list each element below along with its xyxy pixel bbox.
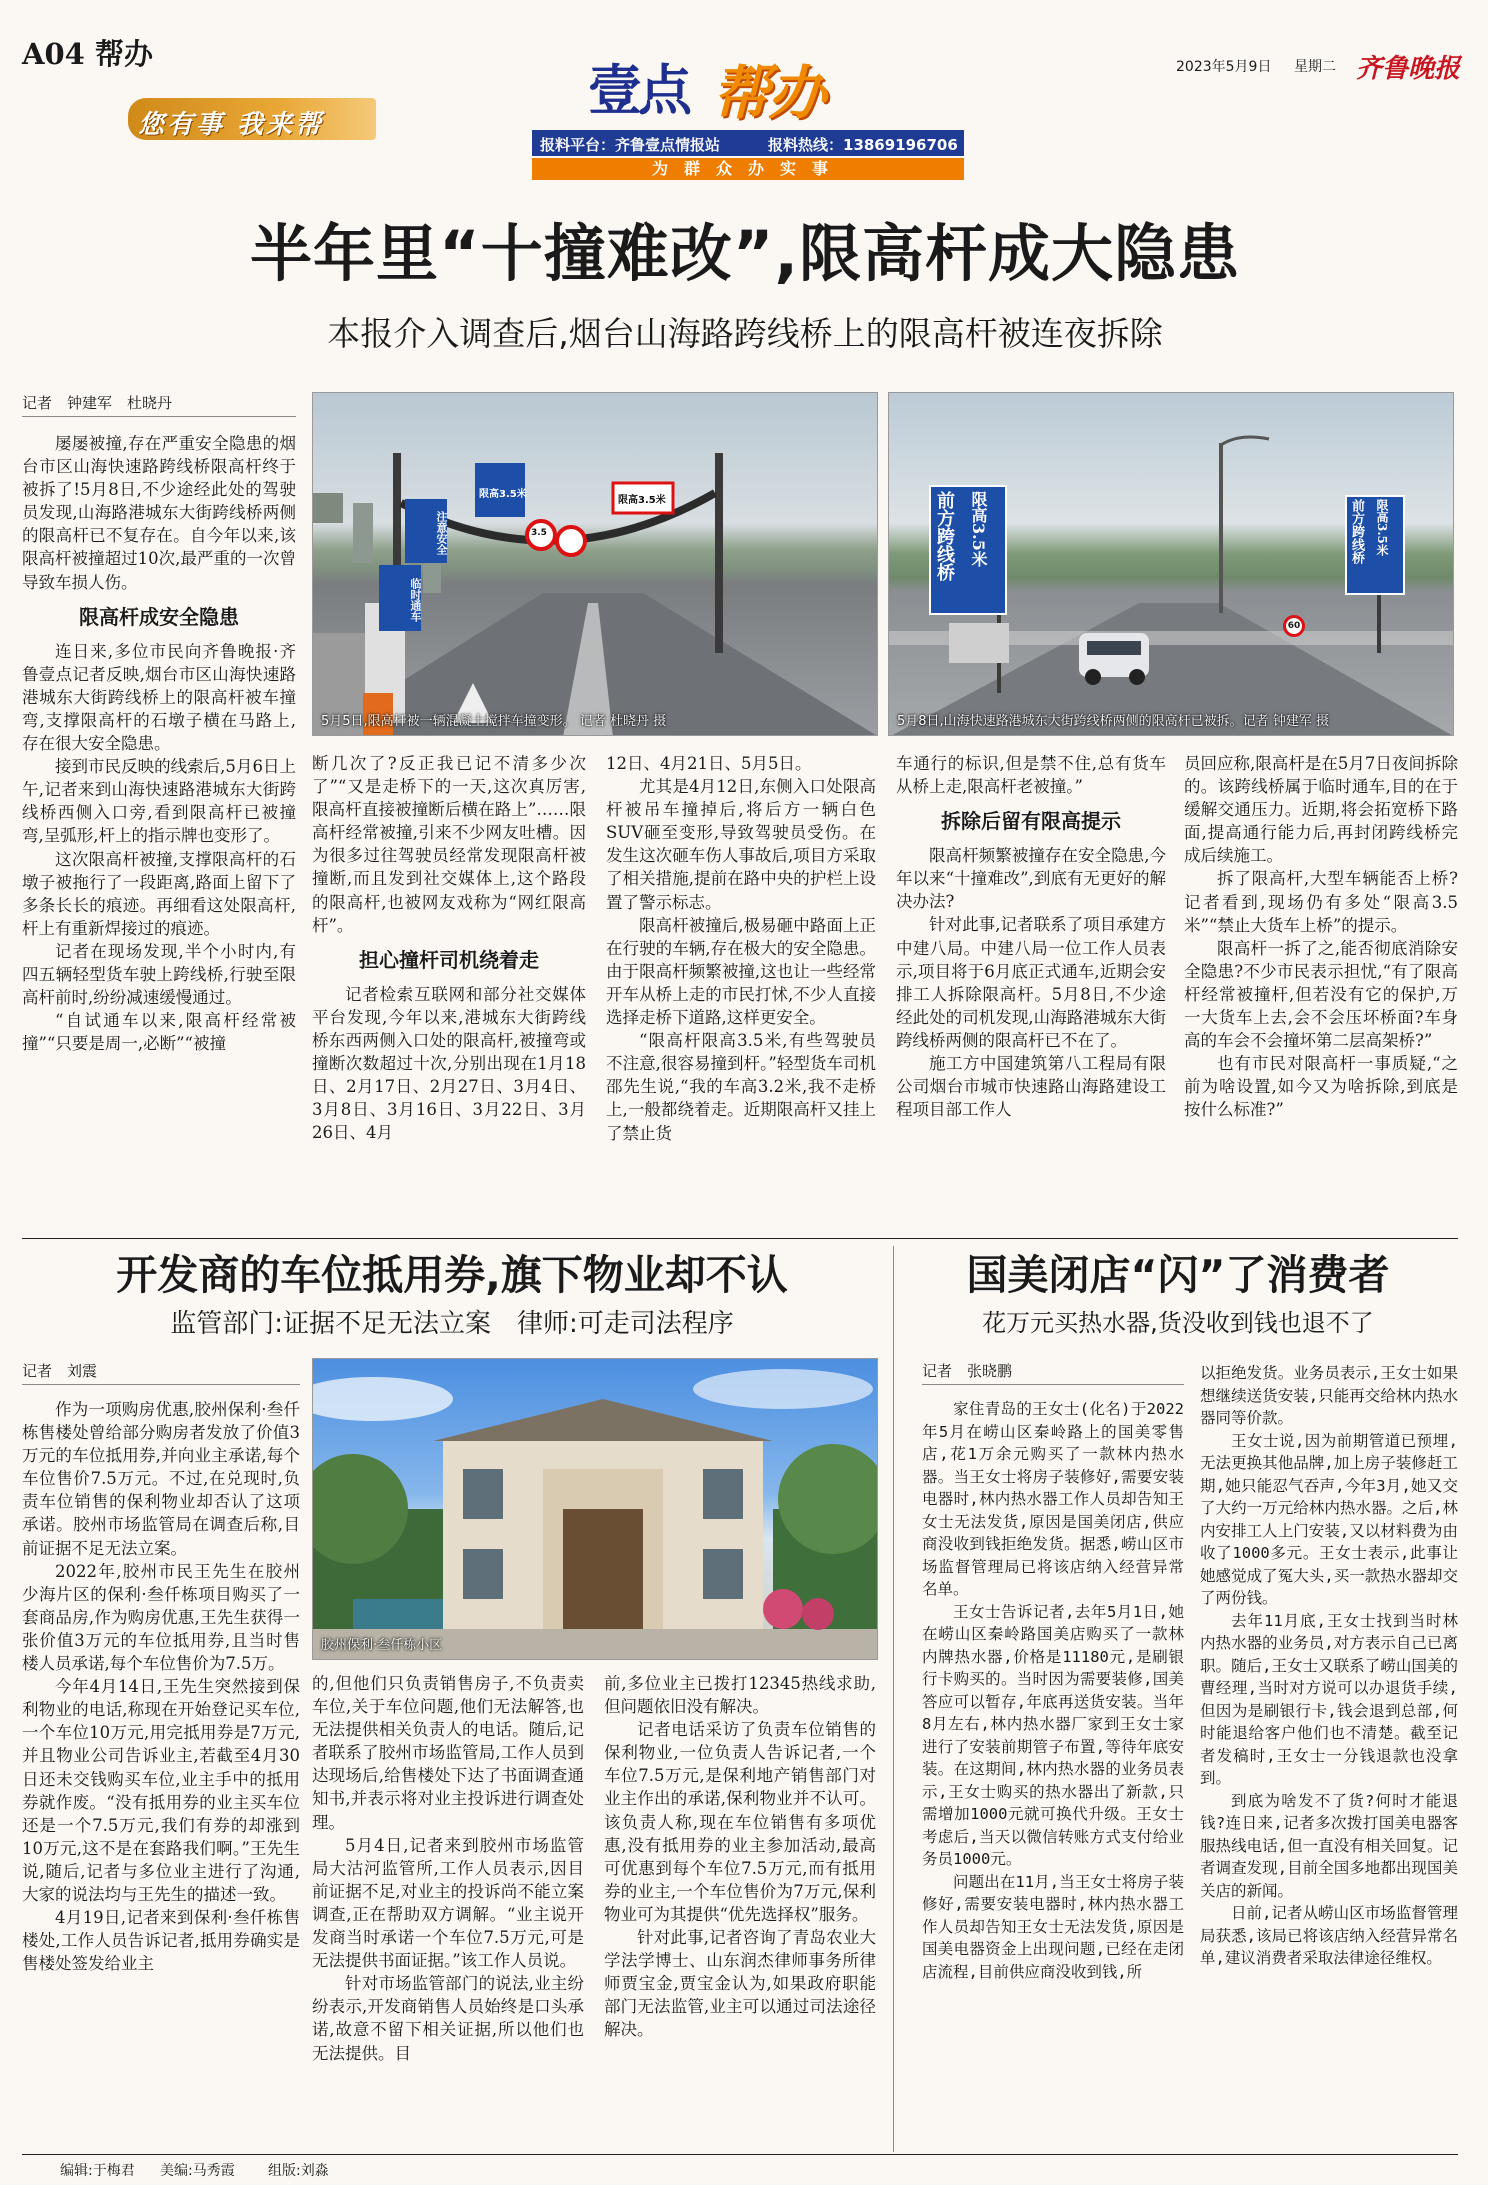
paragraph: 记者在现场发现,半个小时内,有四五辆轻型货车驶上跨线桥,行驶至限高杆前时,纷纷减速缓慢通过。	[22, 941, 296, 1008]
story1-photo2	[888, 392, 1454, 736]
paragraph: 尤其是4月12日,东侧入口处限高杆被吊车撞掉后,将后方一辆白色SUV砸至变形,导致驾驶员受伤。在发生这次砸车伤人事故后,项目方采取了相关措施,提前在路中央的护栏上设置了警示标志。	[606, 777, 876, 912]
paragraph: 连日来,多位市民向齐鲁晚报·齐鲁壹点记者反映,烟台市区山海快速路港城东大街跨线桥上的限高杆被车撞弯,支撑限高杆的石墩子横在马路上,存在很大安全隐患。	[22, 641, 296, 754]
photo1-sign-upper: 注意安全	[405, 499, 447, 563]
story2-photo	[312, 1358, 878, 1660]
photo1-limit-left: 限高3.5米	[479, 489, 527, 500]
paper-name: 齐鲁晚报	[1356, 54, 1461, 84]
story1-column-3	[606, 752, 876, 1230]
photo1-no-truck: 3.5	[531, 528, 547, 538]
report-hotline: 报料热线：13869196706	[768, 136, 958, 154]
story2-byline: 记者 刘震	[22, 1360, 300, 1385]
logo-right: 帮办	[712, 59, 825, 127]
story3-headline: 国美闭店“闪”了消费者	[966, 1251, 1390, 1299]
photo1-limit-right: 限高3.5米	[618, 495, 666, 506]
logo-left: 壹点	[588, 59, 688, 122]
paragraph: 问题出在11月,当王女士将房子装修好,需要安装电器时,林内热水器工作人员却告知王女士无法发货,原因是国美电器资金上出现问题,已经在走闭店流程,目前供应商没收到钱,所	[922, 1872, 1184, 1981]
paragraph: 针对市场监管部门的说法,业主纷纷表示,开发商销售人员始终是口头承诺,故意不留下相关证据,所以他们也无法提供。目	[312, 1974, 584, 2063]
paragraph: 限高杆一拆了之,能否彻底消除安全隐患?不少市民表示担忧,“有了限高杆经常被撞杆,但若没有它的保护,万一大货车上去,会不会压坏桥面?车身高的车会不会撞坏第二层高架桥?”	[1184, 938, 1458, 1051]
footer-designer: 美编:马秀霞	[160, 2163, 235, 2179]
report-platform: 报料平台：齐鲁壹点情报站	[540, 136, 721, 154]
photo2-sign-right-text: 前方跨线桥	[1349, 499, 1364, 564]
issue-date: 2023年5月9日	[1176, 59, 1272, 75]
column-separator	[893, 1246, 894, 2152]
logo	[588, 46, 868, 126]
paragraph: 日前,记者从崂山区市场监督管理局获悉,该局已将该店纳入经营异常名单,建议消费者采取法律途径维权。	[1200, 1904, 1458, 1967]
paragraph: 2022年,胶州市民王先生在胶州少海片区的保利·叁仟栋项目购买了一套商品房,作为购房优惠,王先生获得一张价值3万元的车位抵用券,且当时售楼人员承诺,每个车位售价为7.5万。	[22, 1561, 300, 1674]
paragraph: 家住青岛的王女士(化名)于2022年5月在崂山区秦岭路上的国美零售店,花1万余元购买了一款林内热水器。当王女士将房子装修好,需要安装电器时,林内热水器工作人员却告知王女士无法发货,原因是国美闭店,供应商没收到钱拒绝发货。据悉,崂山区市场监督管理局已将该店纳入经营异常名单。	[922, 1400, 1184, 1598]
paragraph: 到底为啥发不了货?何时才能退钱?连日来,记者多次拨打国美电器客服热线电话,但一直没有相关回复。记者调查发现,目前全国多地都出现国美关店的新闻。	[1200, 1791, 1458, 1900]
story1-photo1	[312, 392, 878, 736]
photo1-sign-lower: 临时通车	[379, 565, 421, 631]
weekday: 星期二	[1294, 59, 1336, 75]
story1-column-4	[896, 752, 1166, 1230]
paragraph: 前,多位业主已拨打12345热线求助,但问题依旧没有解决。	[604, 1674, 876, 1717]
story1-column-1	[22, 432, 296, 1230]
paragraph: 接到市民反映的线索后,5月6日上午,记者来到山海快速路港城东大街跨线桥西侧入口旁,看到限高杆已被撞弯,呈弧形,杆上的指示牌也变形了。	[22, 757, 296, 846]
story3-subhead: 花万元买热水器,货没收到钱也退不了	[982, 1309, 1374, 1337]
paragraph: 拆了限高杆,大型车辆能否上桥?记者看到,现场仍有多处“限高3.5米”“禁止大货车上桥”的提示。	[1184, 869, 1458, 935]
footer-proofreader: 组版:刘淼	[268, 2163, 329, 2179]
photo2-sign-left-limit: 限高3.5米	[969, 491, 988, 567]
footer-divider	[22, 2154, 1458, 2155]
story2-column-1	[22, 1398, 300, 2150]
story1-byline: 记者 钟建军 杜晓丹	[22, 392, 296, 417]
slogan: 您有事 我来帮	[138, 110, 325, 140]
story1-subhead: 本报介入调查后,烟台山海路跨线桥上的限高杆被连夜拆除	[327, 314, 1163, 353]
paragraph: 5月4日,记者来到胶州市场监管局大沽河监管所,工作人员表示,因目前证据不足,对业主的投诉尚不能立案调查,正在帮助双方调解。“业主说开发商当时承诺一个车位7.5万元,可是无法提供书面证据。”该工作人员说。	[312, 1835, 584, 1971]
motto: 为群众办实事	[651, 159, 844, 178]
paragraph: 也有市民对限高杆一事质疑,“之前为啥设置,如今又为啥拆除,到底是按什么标准?”	[1184, 1054, 1458, 1120]
story3-column-1	[922, 1398, 1184, 2150]
paragraph: “自试通车以来,限高杆经常被撞”“只要是周一,必断”“被撞	[22, 1011, 296, 1054]
photo2-speed-sign: 60	[1283, 615, 1305, 637]
paragraph: 王女士告诉记者,去年5月1日,她在崂山区秦岭路国美店购买了一款林内牌热水器,价格是11180元,是刷银行卡购买的。当时因为需要装修,国美答应可以暂存,年底再送货安装。当年8月左右,林内热水器厂家到王女士家进行了安装前期管子布置,等待年底安装。在这期间,林内热水器的业务员表示,王女士购买的热水器出了新款,只需增加1000元就可换代升级。王女士考虑后,当天以微信转账方式支付给业务员1000元。	[922, 1602, 1184, 1868]
story3-byline: 记者 张晓鹏	[922, 1360, 1184, 1385]
paragraph: 4月19日,记者来到保利·叁仟栋售楼处,工作人员告诉记者,抵用券确实是售楼处签发给业主	[22, 1908, 300, 1974]
paragraph: 车通行的标识,但是禁不住,总有货车从桥上走,限高杆老被撞。”	[896, 754, 1166, 797]
photo2-building	[313, 1359, 878, 1660]
paragraph: 去年11月底,王女士找到当时林内热水器的业务员,对方表示自己已离职。随后,王女士又联系了崂山国美的曹经理,当时对方说可以办退货手续,但因为是刷银行卡,钱会退到总部,何时能退给客户他们也不清楚。截至记者发稿时,王女士一分钱退款也没拿到。	[1200, 1611, 1458, 1787]
photo2-sign-left-text: 前方跨线桥	[934, 491, 955, 581]
paragraph: 以拒绝发货。业务员表示,王女士如果想继续送货安装,只能再交给林内热水器同等价款。	[1200, 1364, 1458, 1427]
paragraph: 限高杆频繁被撞存在安全隐患,今年以来“十撞难改”,到底有无更好的解决办法?	[896, 846, 1166, 912]
section-divider	[22, 1238, 1458, 1239]
page-label: A04 帮办	[22, 37, 153, 71]
story1-photo1-caption: 5月5日,限高杆被一辆混凝土搅拌车撞变形。 记者 杜晓丹 摄	[321, 714, 667, 729]
paragraph: 员回应称,限高杆是在5月7日夜间拆除的。该跨线桥属于临时通车,目的在于缓解交通压力。近期,将会拓宽桥下路面,提高通行能力后,再封闭跨线桥完成后续施工。	[1184, 754, 1458, 866]
story2-subhead: 监管部门:证据不足无法立案 律师:可走司法程序	[170, 1309, 734, 1339]
story2-column-3	[604, 1672, 876, 2150]
paragraph: 这次限高杆被撞,支撑限高杆的石墩子被拖行了一段距离,路面上留下了多条长长的痕迹。再细看这处限高杆,杆上有重新焊接过的痕迹。	[22, 849, 296, 938]
paragraph: 记者电话采访了负责车位销售的保利物业,一位负责人告诉记者,一个车位7.5万元,是保利地产销售部门对业主作出的承诺,保利物业并不认可。该负责人称,现在车位销售有多项优惠,没有抵用券的业主参加活动,最高可优惠到每个车位7.5万元,而有抵用券的业主,一个车位售价为7万元,保利物业可为其提供“优先选择权”服务。	[604, 1720, 876, 1924]
story1-column-2	[312, 752, 586, 1230]
story2-headline: 开发商的车位抵用券,旗下物业却不认	[116, 1251, 788, 1299]
story2-column-2	[312, 1672, 584, 2150]
story3-column-2	[1200, 1362, 1458, 2150]
story1-section-head-2: 担心撞杆司机绕着走	[359, 947, 539, 972]
story1-photo2-caption: 5月8日,山海快速路港城东大街跨线桥两侧的限高杆已被拆。记者 钟建军 摄	[897, 714, 1329, 729]
paragraph: 针对此事,记者联系了项目承建方中建八局。中建八局一位工作人员表示,项目将于6月底正式通车,近期会安排工人拆除限高杆。5月8日,不少途经此处的司机发现,山海路港城东大街跨线桥两侧的限高杆已不在了。	[896, 915, 1166, 1050]
paragraph: “限高杆限高3.5米,有些驾驶员不注意,很容易撞到杆。”轻型货车司机邵先生说,“我的车高3.2米,我不走桥上,一般都绕着走。近期限高杆又挂上了禁止货	[606, 1031, 876, 1143]
story1-section-head-1: 限高杆成安全隐患	[79, 604, 239, 629]
paragraph: 限高杆被撞后,极易砸中路面上正在行驶的车辆,存在极大的安全隐患。由于限高杆频繁被撞,这也让一些经常开车从桥上走的市民打怵,不少人直接选择走桥下道路,这样更安全。	[606, 915, 876, 1028]
photo2-sign-right-limit: 限高3.5米	[1375, 499, 1389, 556]
paragraph: 作为一项购房优惠,胶州保利·叁仟栋售楼处曾给部分购房者发放了价值3万元的车位抵用券,并向业主承诺,每个车位售价7.5万元。不过,在兑现时,负责车位销售的保利物业却否认了这项承诺。胶州市场监管局在调查后称,目前证据不足无法立案。	[22, 1400, 300, 1558]
paragraph: 断几次了?反正我已记不清多少次了”“又是走桥下的一天,这次真厉害,限高杆直接被撞断后横在路上”……限高杆经常被撞,引来不少网友吐槽。因为很多过往驾驶员经常发现限高杆被撞断,而且发到社交媒体上,这个路段的限高杆,也被网友戏称为“网红限高杆”。	[312, 754, 586, 935]
story1-section-head-3: 拆除后留有限高提示	[941, 809, 1121, 834]
paragraph: 屡屡被撞,存在严重安全隐患的烟台市区山海快速路跨线桥限高杆终于被拆了!5月8日,不少途经此处的驾驶员发现,山海路港城东大街跨线桥两侧的限高杆已不复存在。自今年以来,该限高杆被撞超过10次,最严重的一次曾导致车损人伤。	[22, 434, 296, 592]
paragraph: 施工方中国建筑第八工程局有限公司烟台市城市快速路山海路建设工程项目部工作人	[896, 1054, 1166, 1120]
paragraph: 王女士说,因为前期管道已预埋,无法更换其他品牌,加上房子装修赶工期,她只能忍气吞声,今年3月,她又交了大约一万元给林内热水器。之后,林内安排工人上门安装,又以材料费为由收了1000多元。王女士表示,此事让她感觉成了冤大头,买一款热水器却交了两份钱。	[1200, 1431, 1458, 1607]
footer-editor: 编辑:于梅君	[60, 2163, 135, 2179]
paragraph: 今年4月14日,王先生突然接到保利物业的电话,称现在开始登记买车位,一个车位10万元,用完抵用券是7万元,并且物业公司告诉业主,若截至4月30日还未交钱购买车位,业主手中的抵用券就作废。“没有抵用券的业主买车位还是一个7.5万元,我们有券的却涨到10万元,这不是在套路我们啊。”王先生说,随后,记者与多位业主进行了沟通,大家的说法均与王先生的描述一致。	[22, 1677, 300, 1904]
paragraph: 的,但他们只负责销售房子,不负责卖车位,关于车位问题,他们无法解答,也无法提供相关负责人的电话。随后,记者联系了胶州市场监管局,工作人员到达现场后,给售楼处下达了书面调查通知书,并表示将对业主投诉进行调查处理。	[312, 1674, 584, 1832]
paragraph: 12日、4月21日、5月5日。	[606, 754, 812, 773]
paragraph: 针对此事,记者咨询了青岛农业大学法学博士、山东润杰律师事务所律师贾宝金,贾宝金认为,如果政府职能部门无法监管,业主可以通过司法途径解决。	[604, 1928, 876, 2040]
paragraph: 记者检索互联网和部分社交媒体平台发现,今年以来,港城东大街跨线桥东西两侧入口处的限高杆,被撞弯或撞断次数超过十次,分别出现在1月18日、2月17日、2月27日、3月4日、3月8日、3月16日、3月22日、3月26日、4月	[312, 984, 586, 1143]
story1-column-5	[1184, 752, 1458, 1230]
story1-headline: 半年里“十撞难改”,限高杆成大隐患	[249, 217, 1241, 290]
story2-photo-caption: 胶州保利·叁仟栋小区	[321, 1638, 443, 1653]
